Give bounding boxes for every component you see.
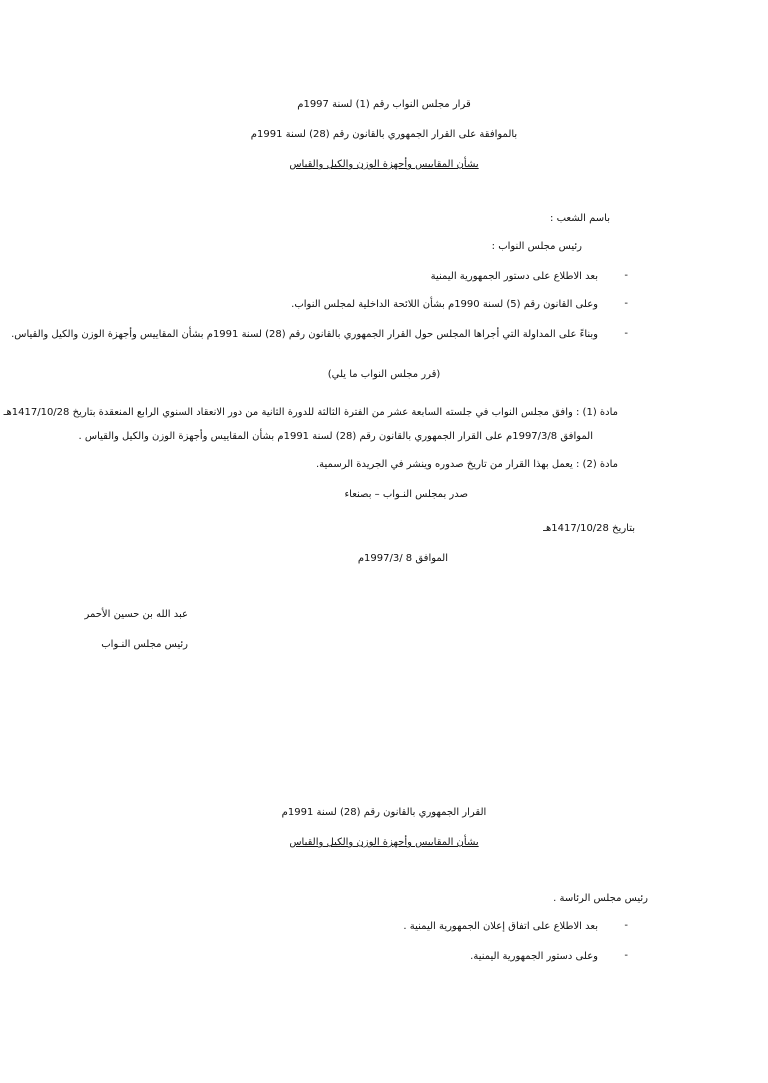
date-gregorian: الموافق 8 /1997/3م xyxy=(357,553,448,564)
president-heading: رئيس مجلس الرئاسة . xyxy=(553,893,648,904)
decree-heading-wrap xyxy=(0,836,768,850)
bullet-3: - xyxy=(624,328,628,339)
speaker-heading: رئيس مجلس النواب : xyxy=(491,241,582,252)
decree-bullet-1: - xyxy=(624,920,628,931)
preamble-item-3: وبناءً على المداولة التي أجراها المجلس حول القرار الجمهوري بالقانون رقم (28) لسنة 1991م بشأن المقاييس وأجهزة الوزن والكيل والقياس. xyxy=(11,329,598,340)
signer-name: عبد الله بن حسين الأحمر xyxy=(84,609,188,620)
article-2: مادة (2) : يعمل بهذا القرار من تاريخ صدوره وينشر في الجريدة الرسمية. xyxy=(315,459,618,470)
decision-heading: (قرر مجلس النواب ما يلي) xyxy=(327,369,441,380)
preamble-item-1: بعد الاطلاع على دستور الجمهورية اليمنية xyxy=(430,271,598,282)
preamble-item-2: وعلى القانون رقم (5) لسنة 1990م بشأن اللائحة الداخلية لمجلس النواب. xyxy=(291,299,598,310)
decree-heading: بشأن المقاييس وأجهزة الوزن والكيل والقياس xyxy=(289,837,479,848)
resolution-heading-wrap xyxy=(0,158,768,172)
in-the-name-of-people: باسم الشعب : xyxy=(550,213,610,224)
decree-title: القرار الجمهوري بالقانون رقم (28) لسنة 1991م xyxy=(281,807,487,818)
bullet-1: - xyxy=(624,270,628,281)
signer-title: رئيس مجلس النـواب xyxy=(101,639,188,650)
decree-preamble-2: وعلى دستور الجمهورية اليمنية. xyxy=(470,951,598,962)
decree-bullet-2: - xyxy=(624,950,628,961)
decree-preamble-1: بعد الاطلاع على اتفاق إعلان الجمهورية اليمنية . xyxy=(403,921,598,932)
resolution-title: قرار مجلس النواب رقم (1) لسنة 1997م xyxy=(297,99,471,110)
issued-at: صدر بمجلس النـواب – بصنعاء xyxy=(344,489,468,500)
date-hijri: بتاريخ 1417/10/28هـ xyxy=(543,523,635,534)
article-1-line-2: الموافق 1997/3/8م على القرار الجمهوري بالقانون رقم (28) لسنة 1991م بشأن المقاييس وأجهزة الوزن والكيل والقياس . xyxy=(78,431,593,442)
resolution-heading: بشأن المقاييس وأجهزة الوزن والكيل والقياس xyxy=(289,159,479,170)
article-1-line-1: مادة (1) : وافق مجلس النواب في جلسته السابعة عشر من الفترة الثالثة للدورة الثانية من دور الانعقاد السنوي الرابع المنعقدة بتاريخ 1417/10/28هـ xyxy=(3,407,618,418)
resolution-subtitle: بالموافقة على القرار الجمهوري بالقانون رقم (28) لسنة 1991م xyxy=(250,129,518,140)
bullet-2: - xyxy=(624,298,628,309)
